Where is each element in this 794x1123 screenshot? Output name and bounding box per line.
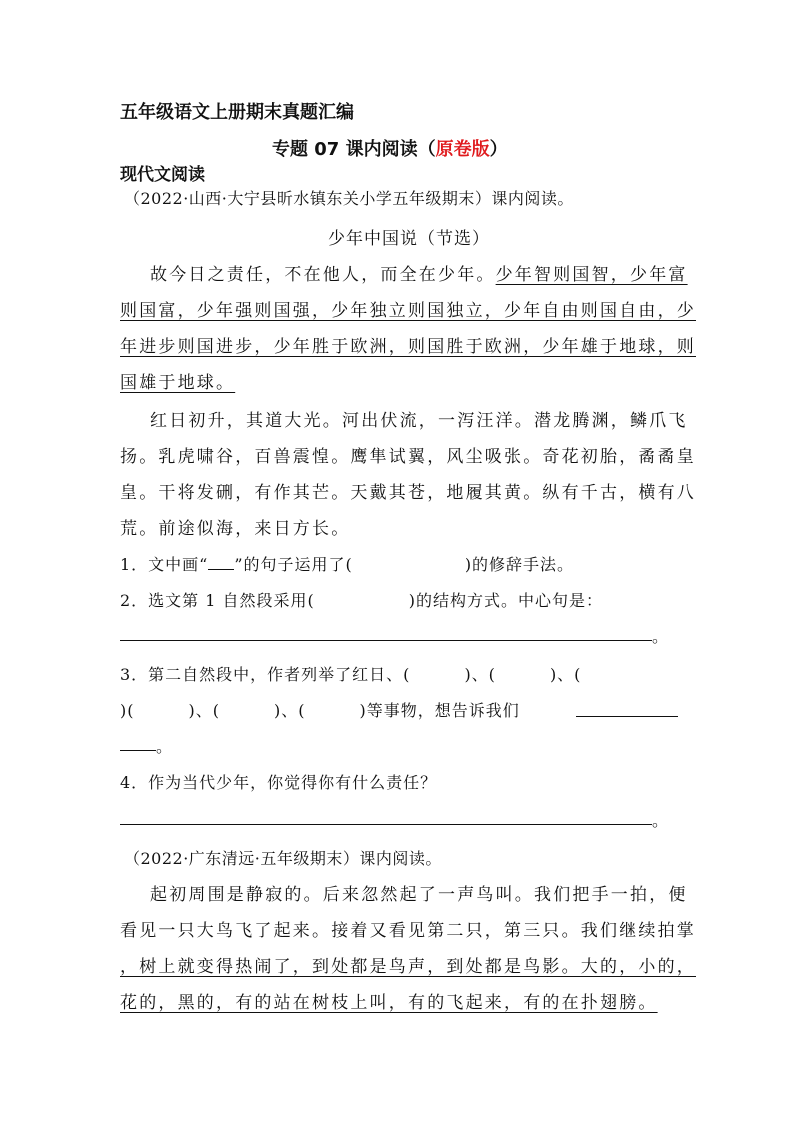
passage1-p2-line1: 红日初升，其道大光。河出伏流，一泻汪洋。潜龙腾渊，鳞爪飞 [150,411,688,431]
q2-end-mark: 。 [652,627,670,646]
topic-title [272,135,508,161]
passage2-line4: 花的，黑的，有的站在树枝上叫，有的飞起来，有的在扑翅膀。 [120,993,658,1013]
q3-end-mark: 。 [156,737,174,756]
series-title: 五年级语文上册期末真题汇编 [120,102,354,123]
q4-answer-line[interactable] [120,824,652,825]
passage1-p2-line4: 荒。前途似海，来日方长。 [120,519,351,539]
passage2-line1: 起初周围是静寂的。后来忽然起了一声鸟叫。我们把手一拍，便 [150,885,688,905]
topic-highlight: 原卷版 [435,139,490,160]
question-4: 4．作为当代少年，你觉得你有什么责任？ [120,773,438,792]
section-label: 现代文阅读 [120,165,205,185]
q3-answer-line-1[interactable] [576,716,678,717]
q2-answer-line[interactable] [120,640,652,641]
passage2-line3: ，树上就变得热闹了，到处都是鸟声，到处都是鸟影。大的，小的， [120,957,696,977]
question-3-line1: 3．第二自然段中，作者列举了红日、( )、( )、( [120,665,582,684]
underlined-sentence: 少年智则国智，少年富 [495,265,688,285]
passage2-source: （2022·广东清远·五年级期末）课内阅读。 [124,849,442,868]
question-2: 2．选文第 1 自然段采用( )的结构方式。中心句是： [120,591,604,610]
q1-underline-sample [208,557,234,570]
topic-suffix: ） [489,139,508,160]
passage1-p1-line2: 则国富，少年强则国强，少年独立则国独立，少年自由则国自由，少 [120,301,696,321]
question-3-line2: )( )、( )、( )等事物，想告诉我们 [120,701,520,720]
passage1-source: （2022·山西·大宁县昕水镇东关小学五年级期末）课内阅读。 [124,189,574,208]
passage1-p2-line3: 皇。干将发硎，有作其芒。天戴其苍，地履其黄。纵有千古，横有八 [120,483,696,503]
passage1-title: 少年中国说（节选） [328,229,490,249]
topic-prefix: 专题 07 课内阅读（ [272,139,436,160]
q4-end-mark: 。 [652,811,670,830]
passage1-p1-line3: 年进步则国进步，少年胜于欧洲，则国胜于欧洲，少年雄于地球，则 [120,337,696,357]
passage2-line2: 看见一只大鸟飞了起来。接着又看见第二只，第三只。我们继续拍掌 [120,921,696,941]
q3-answer-line-2[interactable] [120,750,156,751]
passage1-p2-line2: 扬。乳虎啸谷，百兽震惶。鹰隼试翼，风尘吸张。奇花初胎，矞矞皇 [120,447,696,467]
passage1-p1-line4: 国雄于地球。 [120,373,236,393]
question-1: 1．文中画“ ”的句子运用了( )的修辞手法。 [120,555,575,574]
passage1-p1-line1: 故今日之责任，不在他人，而全在少年。少年智则国智，少年富 [150,265,688,285]
